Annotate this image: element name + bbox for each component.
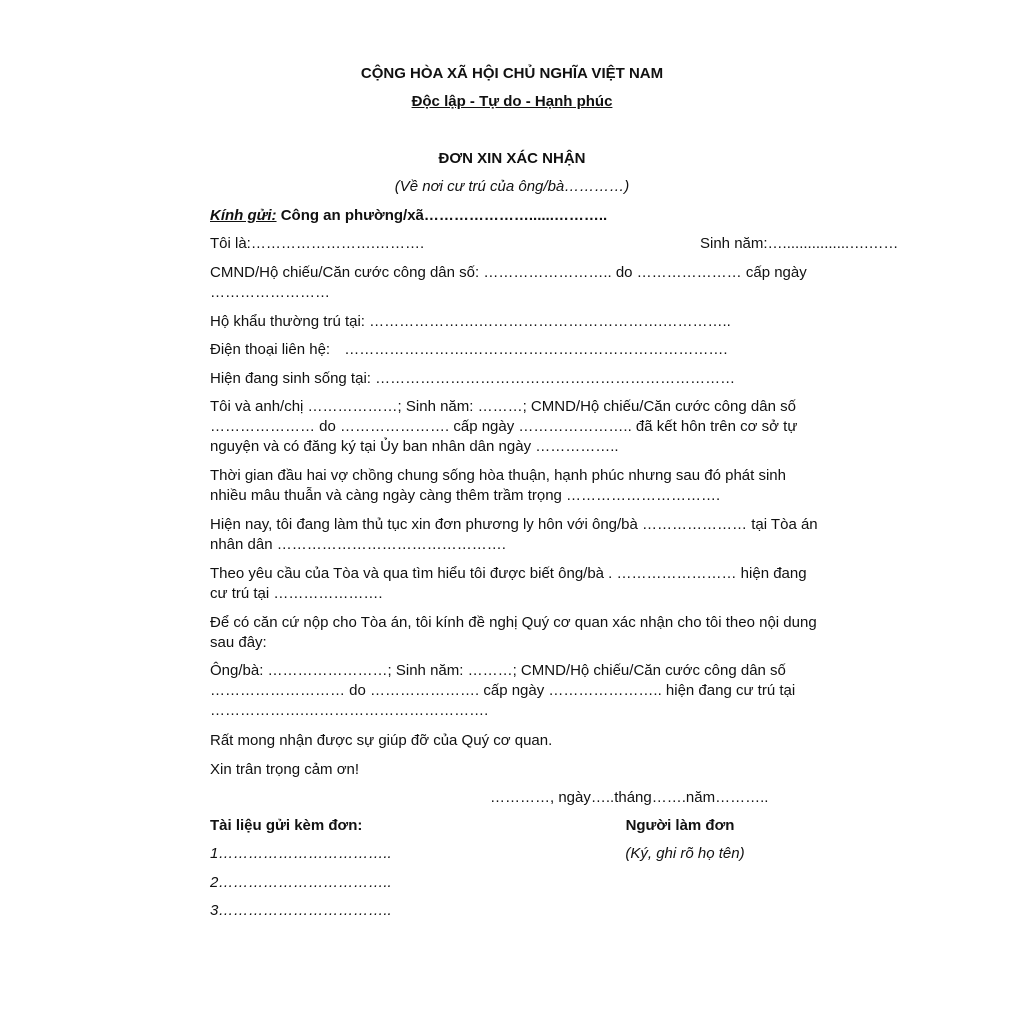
recipient-label: Kính gửi: xyxy=(210,207,277,224)
court-request-paragraph: Theo yêu cầu của Tòa và qua tìm hiểu tôi được biết ông/bà . …………………… hiện đang cư trú tại …………………. xyxy=(210,565,807,602)
attachments-label: Tài liệu gửi kèm đơn: xyxy=(210,817,363,834)
signer-label: Người làm đơn xyxy=(625,817,735,834)
person-info-paragraph: Ông/bà: ……………………; Sinh năm: ………; CMND/Hộ chiếu/Căn cước công dân số ……………………… do …………………. cấp ngày ………………….. hiện đang cư trú tại ……………….………………………………. xyxy=(210,662,796,719)
country-header: CỘNG HÒA XÃ HỘI CHỦ NGHĨA VIỆT NAM xyxy=(360,65,664,82)
document-subtitle: (Về nơi cư trú của ông/bà…………) xyxy=(394,178,630,195)
conflict-paragraph: Thời gian đầu hai vợ chồng chung sống hòa thuận, hạnh phúc nhưng sau đó phát sinh nhiều mâu thuẫn và càng ngày càng thêm trầm trọng …………………………. xyxy=(210,467,786,504)
recipient-line xyxy=(210,206,820,226)
current-address-field: Hiện đang sinh sống tại: ……………………………………………………………… xyxy=(210,370,736,387)
id-field: CMND/Hộ chiếu/Căn cước công dân số: …………………….. do ………………… cấp ngày …………………… xyxy=(210,264,807,301)
attachment-item: 3…………………………….. xyxy=(210,902,392,919)
attachment-item: 1…………………………….. xyxy=(210,845,392,862)
date-line: …………, ngày…..tháng…….năm……….. xyxy=(490,789,769,806)
proposal-paragraph: Để có căn cứ nộp cho Tòa án, tôi kính đề nghị Quý cơ quan xác nhận cho tôi theo nội dung sau đây: xyxy=(210,614,817,651)
document-title: ĐƠN XIN XÁC NHẬN xyxy=(438,150,586,167)
divorce-paragraph: Hiện nay, tôi đang làm thủ tục xin đơn phương ly hôn với ông/bà ………………… tại Tòa án nhân dân ………………………………………. xyxy=(210,516,818,553)
phone-label: Điện thoại liên hệ: xyxy=(210,341,331,358)
motto-header: Độc lập - Tự do - Hạnh phúc xyxy=(411,93,613,110)
signer-note: (Ký, ghi rõ họ tên) xyxy=(625,845,745,862)
thanks-line: Xin trân trọng cảm ơn! xyxy=(210,761,360,778)
hope-line: Rất mong nhận được sự giúp đỡ của Quý cơ quan. xyxy=(210,732,553,749)
phone-row xyxy=(210,340,820,360)
name-row xyxy=(210,234,899,254)
attachment-item: 2…………………………….. xyxy=(210,874,392,891)
spouse-paragraph: Tôi và anh/chị ………………; Sinh năm: ………; CMND/Hộ chiếu/Căn cước công dân số ………………… do …………………. cấp ngày ………………….. đã kết hôn trên cơ sở tự nguyện và có đăng ký tại Ủy ban nhân dân ngày …………….. xyxy=(210,398,798,455)
recipient-value: Công an phường/xã…………………......……….. xyxy=(276,207,608,224)
permanent-address-field: Hộ khẩu thường trú tại: ………………….……………………………….………….. xyxy=(210,313,731,330)
birth-year-field: Sinh năm:…................….…… xyxy=(700,235,899,252)
name-field: Tôi là:…………………….………. xyxy=(210,235,425,252)
phone-value: …………………….……………………………………………. xyxy=(344,341,728,358)
